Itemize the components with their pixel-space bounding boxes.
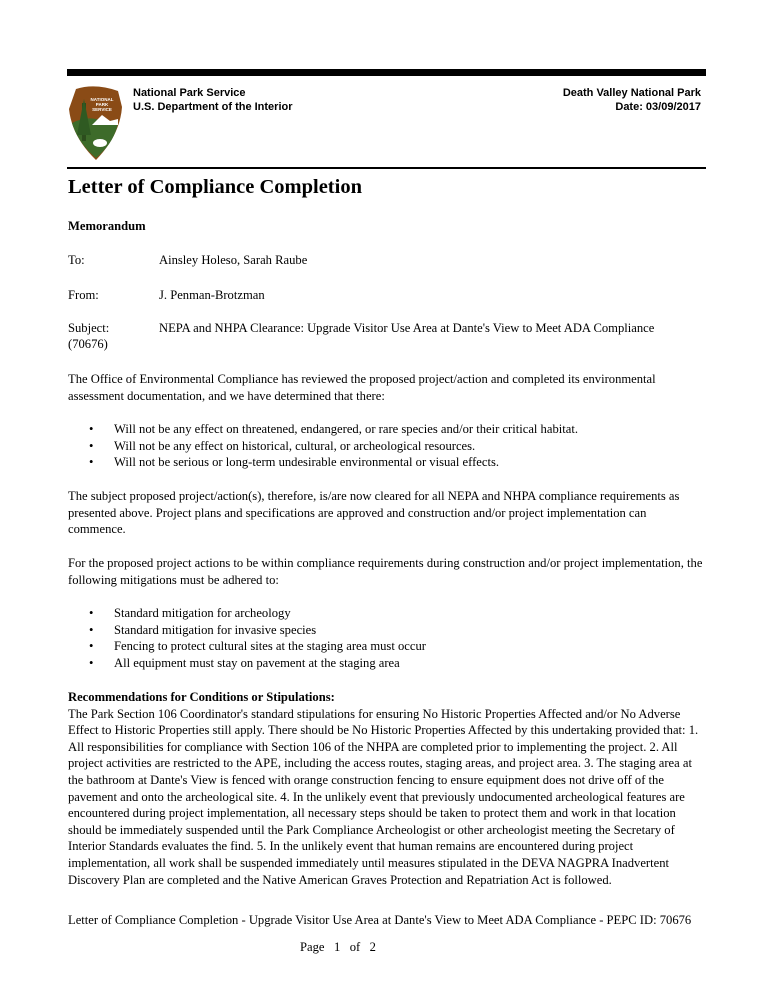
bullet-icon: • (89, 455, 94, 470)
memo-label: Memorandum (68, 219, 146, 233)
to-value: Ainsley Holeso, Sarah Raube (159, 253, 308, 267)
park-name: Death Valley National Park (562, 87, 701, 99)
nps-arrowhead-logo (68, 85, 123, 165)
list-item: • Will not be any effect on historical, cultural, or archeological resources. (89, 438, 476, 453)
from-value: J. Penman-Brotzman (159, 288, 265, 302)
text-line: presented above. Project plans and specifications are approved and construction and/or project implementation can (68, 505, 647, 520)
header-rule (67, 167, 706, 169)
clearance-paragraph (68, 488, 679, 538)
page-title: Letter of Compliance Completion (68, 176, 362, 198)
text-line: implementation, all work shall be suspended immediately until measures stipulated in the DEVA NAGPRA Inadvertent (68, 855, 670, 870)
text-line: All responsibilities for compliance with Section 106 of the NHPA are completed prior to implementing the project. 2. All (68, 739, 678, 754)
list-item: • Will not be any effect on threatened, endangered, or rare species and/or their critical habitat. (89, 422, 578, 436)
header-bar (67, 69, 706, 76)
list-item: • All equipment must stay on pavement at the staging area (89, 655, 400, 670)
footer-text: Letter of Compliance Completion - Upgrade Visitor Use Area at Dante's View to Meet ADA Compliance - PEPC ID: 70676 (68, 913, 692, 927)
agency-name: National Park Service (133, 87, 246, 99)
text-line: For the proposed project actions to be within compliance requirements during construction and/or project implementation, the (68, 556, 703, 570)
bullet-icon: • (89, 622, 94, 637)
from-label: From: (68, 288, 99, 302)
letter-date: Date: 03/09/2017 (615, 101, 701, 113)
bullet-icon: • (89, 606, 94, 620)
text-line: project activities are restricted to the APE, including the access routes, staging areas, and project area. 3. The staging area at (68, 756, 692, 771)
subject-id: (70676) (68, 337, 108, 351)
list-item: • Will not be serious or long-term undesirable environmental or visual effects. (89, 455, 500, 470)
bullet-icon: • (89, 639, 94, 654)
text-line: commence. (68, 522, 126, 537)
text-line: The Office of Environmental Compliance has reviewed the proposed project/action and completed its environmental (68, 372, 656, 386)
text-line: should be immediately suspended until the Park Compliance Archeologist or other archeologist meeting the Secretary of (68, 822, 675, 837)
text-line: encountered during project implementation, all necessary steps should be taken to protect them and work in that location (68, 806, 676, 821)
park-block (563, 86, 701, 114)
text-line: pavement and onto the archeological site. 4. In the unlikely event that previously undocumented archeological features are (68, 789, 685, 804)
svg-text:SERVICE: SERVICE (92, 107, 112, 112)
subject-value: NEPA and NHPA Clearance: Upgrade Visitor Use Area at Dante's View to Meet ADA Compliance (159, 321, 655, 335)
mitigation-paragraph (68, 555, 702, 588)
svg-text:NATIONAL: NATIONAL (90, 97, 114, 102)
text-line: Interior Standards evaluates the find. 5. In the unlikely event that human remains are encountered during project (68, 839, 634, 854)
list-item: • Standard mitigation for archeology (89, 606, 291, 620)
list-item: • Fencing to protect cultural sites at the staging area must occur (89, 639, 426, 654)
bullet-icon: • (89, 655, 94, 670)
bullet-icon: • (89, 438, 94, 453)
mitigation-list (68, 605, 426, 671)
text-line: Discovery Plan are completed and the Native American Graves Protection and Repatriation Act is followed. (68, 872, 612, 887)
department-name: U.S. Department of the Interior (133, 101, 293, 113)
list-item: • Standard mitigation for invasive species (89, 622, 317, 637)
bullet-icon: • (89, 422, 94, 436)
text-line: assessment documentation, and we have determined that there: (68, 388, 385, 403)
text-line: following mitigations must be adhered to: (68, 572, 279, 587)
to-label: To: (68, 253, 85, 267)
svg-text:PARK: PARK (95, 102, 109, 107)
text-line: Effect to Historic Properties still apply. There should be No Historic Properties Affected by this undertaking provided that: 1. (68, 723, 699, 738)
text-line: The subject proposed project/action(s), therefore, is/are now cleared for all NEPA and NHPA compliance requirements as (68, 489, 680, 503)
recommendations-heading: Recommendations for Conditions or Stipulations: (68, 690, 335, 704)
recommendations-section (68, 689, 698, 888)
agency-block (133, 86, 293, 114)
determination-list (68, 421, 578, 471)
subject-label: Subject: (68, 321, 110, 335)
intro-paragraph (68, 371, 656, 404)
text-line: the bathroom at Dante's View is fenced with orange construction fencing to ensure equipment does not drive off of the (68, 772, 664, 787)
text-line: The Park Section 106 Coordinator's standard stipulations for ensuring No Historic Properties Affected and/or No Adverse (68, 706, 681, 721)
page-number: Page 1 of 2 (300, 940, 376, 954)
